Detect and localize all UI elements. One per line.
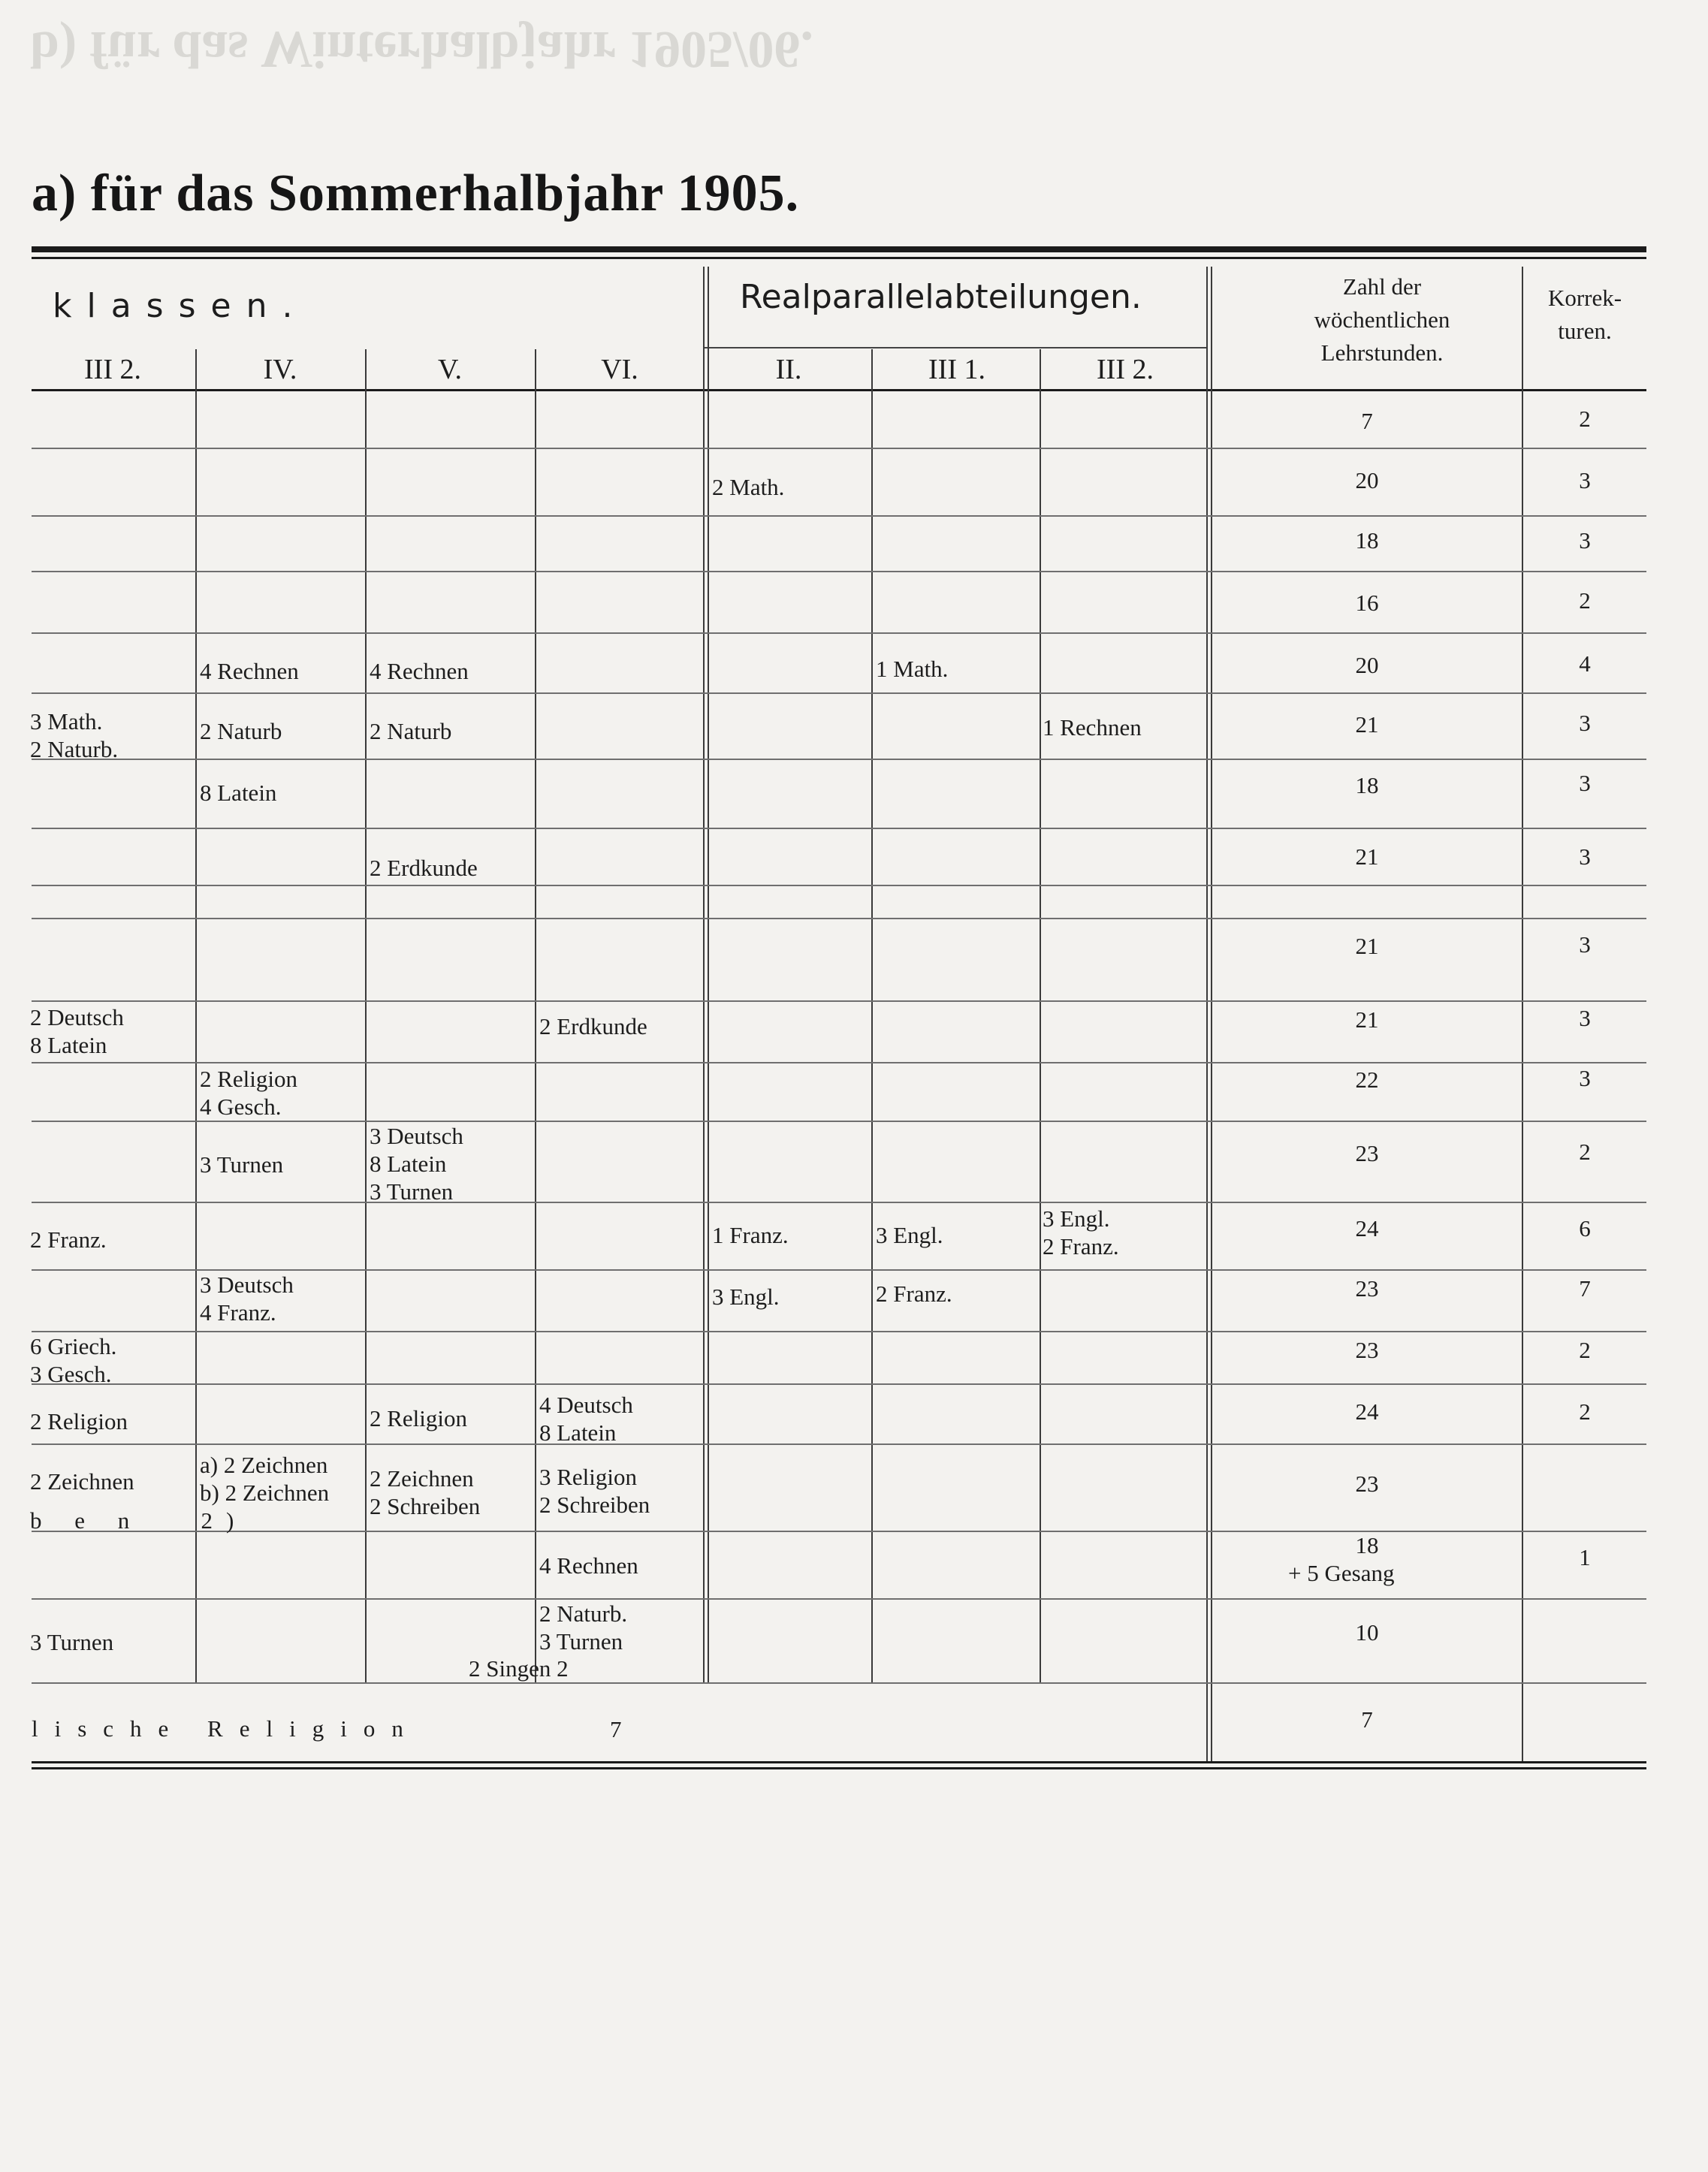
stunden-cell: 21	[1355, 1006, 1379, 1033]
stunden-cell: 23	[1355, 1471, 1379, 1497]
cell-vi: 4 Rechnen	[539, 1552, 638, 1579]
cell-iii2: 2 Franz.	[30, 1226, 107, 1253]
top-rule	[32, 246, 1646, 252]
cell-v: 2 Zeichnen 2 Schreiben	[370, 1465, 481, 1519]
row-divider	[32, 885, 1646, 886]
cell-iii2: 2 Deutsch 8 Latein	[30, 1004, 124, 1058]
page-title: a) für das Sommerhalbjahr 1905.	[32, 164, 800, 222]
cell-vi: 2 Erdkunde	[539, 1013, 647, 1039]
cell-iii2: 3 Math. 2 Naturb.	[30, 708, 119, 762]
cell-vi: 2 Naturb. 3 Turnen	[539, 1600, 628, 1655]
cell-iii1: 1 Math.	[876, 656, 949, 682]
header-zahl-line-2: wöchentlichen	[1314, 306, 1450, 333]
stunden-cell: 23	[1355, 1275, 1379, 1302]
korrektur-cell: 3	[1579, 1065, 1591, 1091]
col-divider	[1522, 267, 1523, 1761]
row-divider	[32, 828, 1646, 829]
col-divider	[871, 349, 873, 1682]
col-divider	[708, 267, 709, 1682]
row-divider	[32, 692, 1646, 694]
col-divider	[1206, 267, 1208, 1761]
col-head-real-iii2: III 2.	[1097, 354, 1154, 385]
stunden-cell: 24	[1355, 1215, 1379, 1241]
bleed-through-title: b) für das Winterhalbjahr 1905/06.	[30, 20, 814, 78]
religion-count: 7	[610, 1716, 622, 1742]
cell-iv: 2 Naturb	[200, 718, 282, 744]
gesang-note: + 5 Gesang	[1288, 1560, 1395, 1586]
cell-iv: 8 Latein	[200, 780, 277, 806]
row-divider	[32, 632, 1646, 634]
stunden-cell: 18	[1355, 1532, 1379, 1558]
korrektur-cell: 2	[1579, 587, 1591, 614]
stunden-cell: 23	[1355, 1337, 1379, 1363]
korrektur-cell: 2	[1579, 1337, 1591, 1363]
header-realparallel: Realparallelabteilungen.	[740, 278, 1142, 316]
cell-ii: 3 Engl.	[712, 1284, 780, 1310]
ben-note: b e n 2)	[30, 1507, 248, 1534]
korrektur-cell: 3	[1579, 770, 1591, 796]
row-divider	[32, 1682, 1646, 1684]
row-divider	[32, 1000, 1646, 1002]
row-divider	[32, 1331, 1646, 1332]
stunden-cell: 18	[1355, 772, 1379, 798]
cell-iii2: 2 Zeichnen	[30, 1468, 134, 1495]
cell-iv: 4 Rechnen	[200, 658, 299, 684]
col-head-iv: IV.	[263, 354, 297, 385]
korrektur-cell: 4	[1579, 650, 1591, 677]
stunden-cell: 21	[1355, 843, 1379, 870]
header-korrek-line-2: turen.	[1558, 318, 1612, 344]
header-rule	[32, 389, 1646, 391]
stunden-cell: 24	[1355, 1398, 1379, 1425]
bottom-rule	[32, 1761, 1646, 1763]
col-divider	[535, 349, 536, 1682]
col-head-ii: II.	[775, 354, 802, 385]
cell-v: 2 Religion	[370, 1405, 468, 1431]
header-korrek	[1525, 282, 1645, 348]
col-divider	[703, 267, 705, 1682]
row-divider	[32, 918, 1646, 919]
korrektur-cell: 2	[1579, 1139, 1591, 1165]
row-divider	[32, 1598, 1646, 1600]
col-head-v: V.	[437, 354, 463, 385]
col-divider	[195, 349, 197, 1682]
korrektur-cell: 3	[1579, 843, 1591, 870]
header-zahl-line-1: Zahl der	[1342, 273, 1422, 300]
stunden-cell: 22	[1355, 1066, 1379, 1093]
col-divider	[365, 349, 367, 1682]
korrektur-cell: 6	[1579, 1215, 1591, 1241]
header-klassen: klassen.	[53, 287, 308, 325]
header-zahl	[1247, 270, 1517, 370]
stunden-cell: 21	[1355, 711, 1379, 738]
singen-note: 2 Singen 2	[469, 1655, 569, 1682]
cell-iii2: 6 Griech. 3 Gesch.	[30, 1333, 117, 1387]
stunden-cell: 16	[1355, 590, 1379, 616]
cell-vi: 3 Religion 2 Schreiben	[539, 1464, 650, 1518]
col-divider	[1040, 349, 1041, 1682]
cell-iii1: 3 Engl.	[876, 1222, 943, 1248]
cell-ii: 2 Math.	[712, 474, 785, 500]
stunden-cell: 20	[1355, 467, 1379, 493]
stunden-cell: 18	[1355, 527, 1379, 554]
korrektur-cell: 3	[1579, 710, 1591, 736]
korrektur-cell: 3	[1579, 1005, 1591, 1031]
row-divider	[32, 1443, 1646, 1445]
row-divider	[32, 1121, 1646, 1122]
cell-iii1: 2 Franz.	[876, 1281, 952, 1307]
top-rule-thin	[32, 257, 1646, 259]
header-korrek-line-1: Korrek-	[1547, 285, 1622, 311]
korrektur-cell: 2	[1579, 406, 1591, 432]
realparallel-underline	[705, 347, 1208, 348]
stunden-cell: 7	[1361, 1706, 1373, 1733]
cell-v: 3 Deutsch 8 Latein 3 Turnen	[370, 1123, 463, 1205]
korrektur-cell: 3	[1579, 931, 1591, 958]
stunden-cell: 21	[1355, 933, 1379, 959]
cell-ii: 1 Franz.	[712, 1222, 789, 1248]
religion-spread: lische Religion	[32, 1715, 420, 1742]
row-divider	[32, 515, 1646, 517]
row-divider	[32, 1062, 1646, 1063]
stunden-cell: 23	[1355, 1140, 1379, 1166]
row-divider	[32, 448, 1646, 449]
cell-v: 4 Rechnen	[370, 658, 469, 684]
cell-vi: 4 Deutsch 8 Latein	[539, 1392, 633, 1446]
stunden-cell: 10	[1355, 1619, 1379, 1646]
korrektur-cell: 3	[1579, 467, 1591, 493]
row-divider	[32, 1383, 1646, 1385]
cell-iv: 3 Deutsch 4 Franz.	[200, 1272, 294, 1326]
row-divider	[32, 1531, 1646, 1532]
korrektur-cell: 1	[1579, 1544, 1591, 1570]
cell-iv: 2 Religion 4 Gesch.	[200, 1066, 298, 1120]
row-divider	[32, 571, 1646, 572]
row-divider	[32, 1202, 1646, 1203]
col-divider	[1211, 267, 1212, 1761]
cell-real-iii2: 3 Engl. 2 Franz.	[1043, 1205, 1119, 1259]
cell-iv: a) 2 Zeichnen b) 2 Zeichnen	[200, 1452, 330, 1506]
cell-v: 2 Erdkunde	[370, 855, 478, 881]
cell-iii2: 3 Turnen	[30, 1629, 114, 1655]
col-head-iii2: III 2.	[84, 354, 141, 385]
bottom-rule-thin	[32, 1767, 1646, 1769]
korrektur-cell: 3	[1579, 527, 1591, 554]
cell-v: 2 Naturb	[370, 718, 452, 744]
stunden-cell: 7	[1361, 408, 1373, 434]
korrektur-cell: 7	[1579, 1275, 1591, 1302]
row-divider	[32, 759, 1646, 760]
cell-iii2: 2 Religion	[30, 1408, 128, 1434]
korrektur-cell: 2	[1579, 1398, 1591, 1425]
col-head-iii1: III 1.	[928, 354, 985, 385]
stunden-cell: 20	[1355, 652, 1379, 678]
col-head-vi: VI.	[601, 354, 638, 385]
cell-real-iii2: 1 Rechnen	[1043, 714, 1142, 741]
cell-iv: 3 Turnen	[200, 1151, 284, 1178]
header-zahl-line-3: Lehrstunden.	[1320, 339, 1444, 366]
